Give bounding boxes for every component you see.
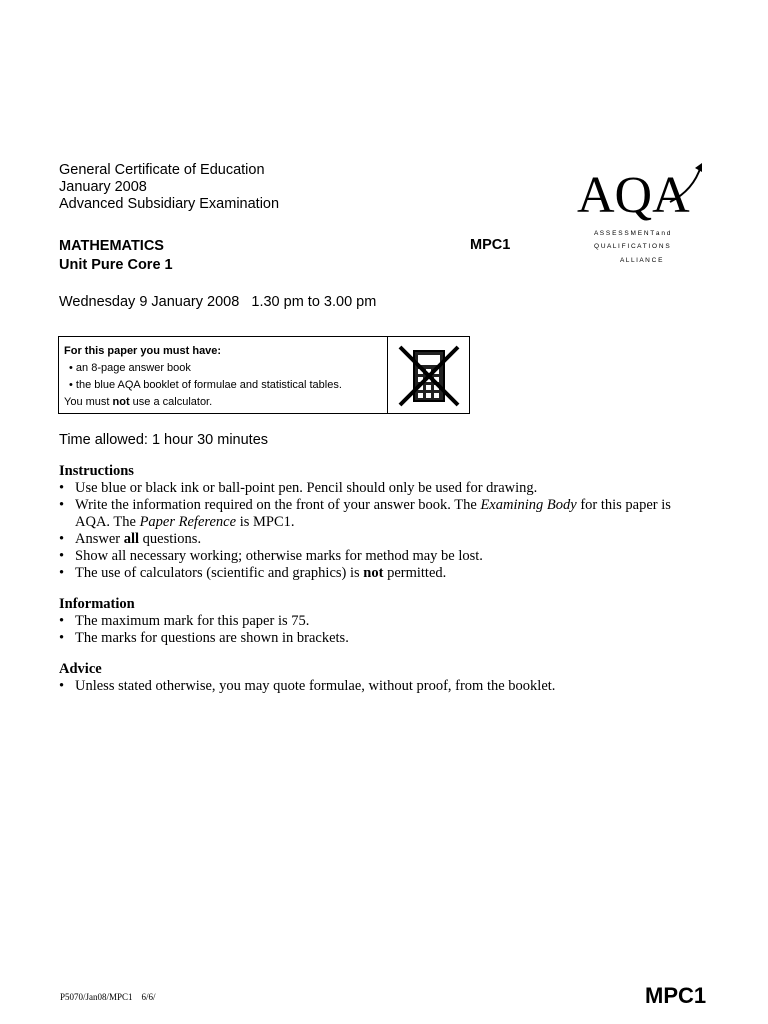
logo-tagline-2: Q U A L I F I C A T I O N S <box>594 243 670 250</box>
advice-section <box>59 661 699 695</box>
aqa-logo <box>574 160 704 272</box>
subject-title: MATHEMATICS <box>59 238 164 254</box>
instructions-heading: Instructions <box>59 463 134 479</box>
time-allowed: Time allowed: 1 hour 30 minutes <box>59 432 269 448</box>
requirement-item: • the blue AQA booklet of formulae and statistical tables. <box>69 379 342 391</box>
information-section <box>59 596 699 647</box>
instructions-section <box>59 463 699 582</box>
exam-session: January 2008 <box>59 179 147 195</box>
subject-block <box>59 237 173 275</box>
exam-level: Advanced Subsidiary Examination <box>59 196 280 212</box>
instruction-item: • Answer all questions. <box>59 531 699 548</box>
requirements-text <box>64 343 384 411</box>
instruction-item: • The use of calculators (scientific and graphics) is not permitted. <box>59 565 699 582</box>
information-heading: Information <box>59 596 135 612</box>
requirements-heading: For this paper you must have: <box>64 345 222 357</box>
advice-item: • Unless stated otherwise, you may quote formulae, without proof, from the booklet. <box>59 678 699 695</box>
instruction-item: • Use blue or black ink or ball-point pen. Pencil should only be used for drawing. <box>59 480 699 497</box>
advice-heading: Advice <box>59 661 102 677</box>
exam-header <box>59 162 279 213</box>
certificate-name: General Certificate of Education <box>59 162 265 178</box>
logo-tagline-1: A S S E S S M E N T a n d <box>594 230 671 237</box>
crossed-calculator-icon <box>396 343 462 409</box>
paper-code: MPC1 <box>470 237 511 253</box>
footer-reference: P5070/Jan08/MPC1 6/6/ <box>60 992 156 1002</box>
exam-date-time: Wednesday 9 January 2008 1.30 pm to 3.00 pm <box>59 294 377 310</box>
information-item: • The maximum mark for this paper is 75. <box>59 613 699 630</box>
unit-title: Unit Pure Core 1 <box>59 257 173 273</box>
footer-paper-code: MPC1 <box>645 983 707 1008</box>
instruction-item: • Show all necessary working; otherwise marks for method may be lost. <box>59 548 699 565</box>
requirements-box <box>58 336 470 414</box>
calculator-notice: You must not use a calculator. <box>64 396 213 408</box>
logo-letters: AQA <box>577 167 690 224</box>
information-item: • The marks for questions are shown in brackets. <box>59 630 699 647</box>
requirement-item: • an 8-page answer book <box>69 362 191 374</box>
logo-tagline-3: A L L I A N C E <box>620 257 663 264</box>
instruction-item: • Write the information required on the front of your answer book. The Examining Body for this paper is AQA. The Paper Reference is MPC1. <box>59 497 699 531</box>
box-divider <box>387 337 388 413</box>
